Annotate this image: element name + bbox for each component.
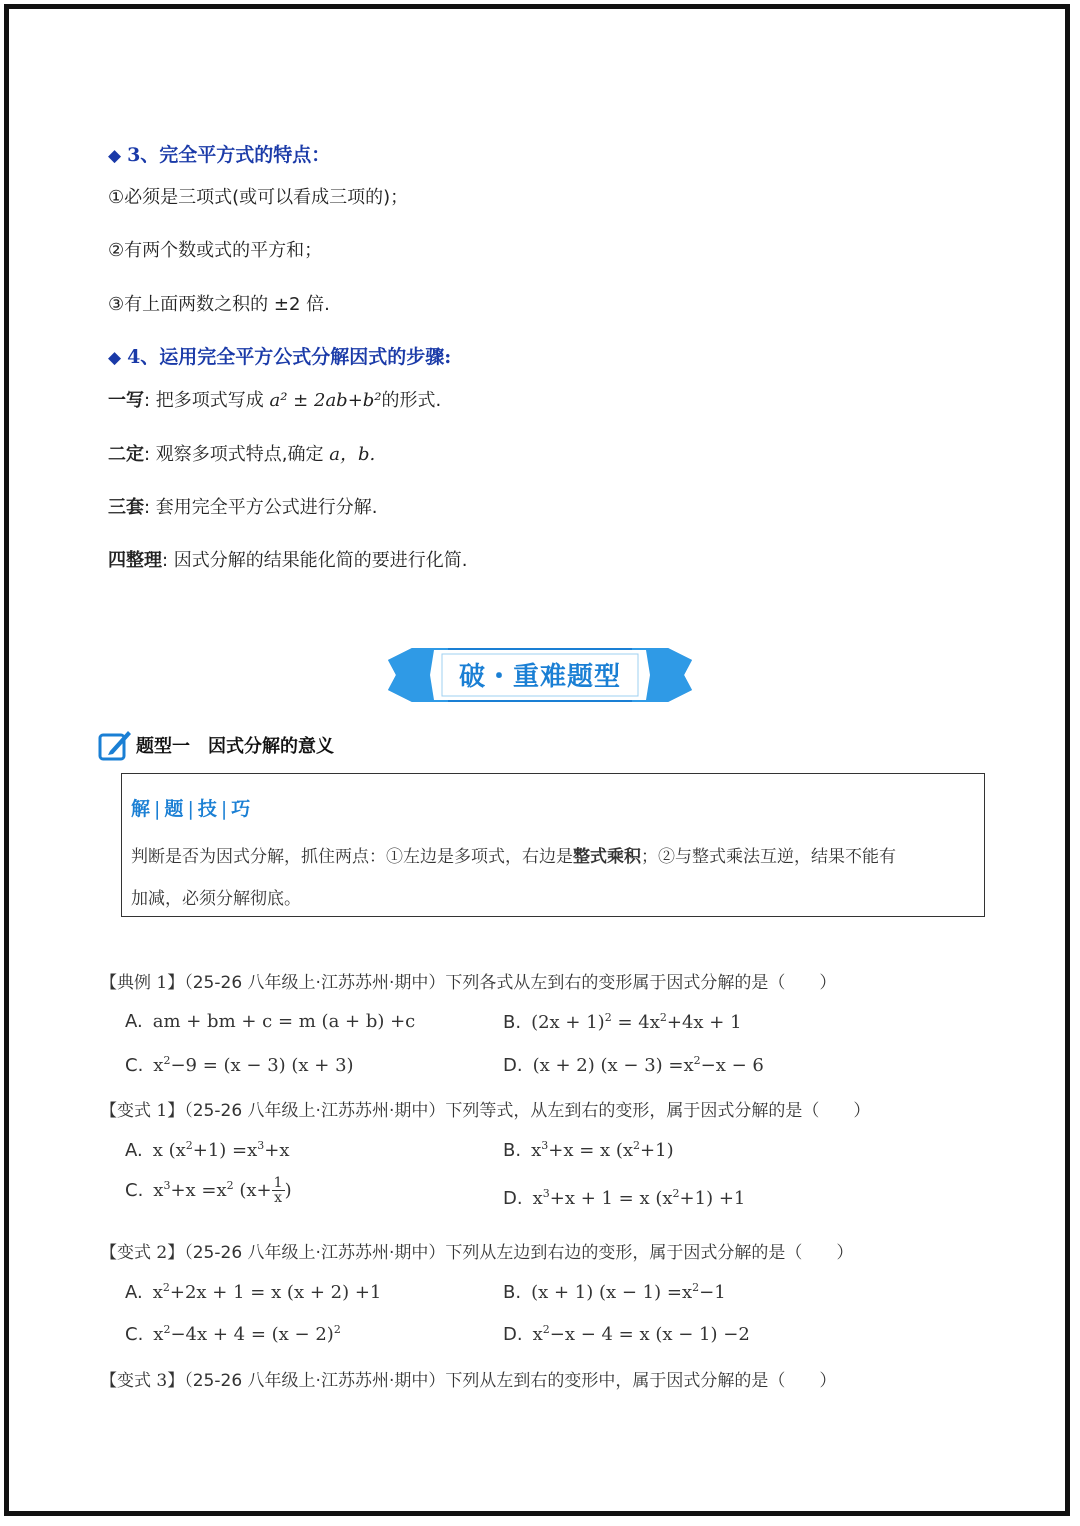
step-3: 三套: 套用完全平方公式进行分解. xyxy=(108,497,378,518)
diamond-bullet-icon: ◆ xyxy=(108,348,122,368)
question-2 xyxy=(100,1096,870,1121)
question-3 xyxy=(100,1238,853,1263)
section4-title-text: 4、运用完全平方公式分解因式的步骤: xyxy=(127,346,452,368)
step-formula: a，b. xyxy=(329,444,376,465)
step-formula: a² ± 2ab+b² xyxy=(269,390,382,411)
option-a[interactable]: A. am + bm + c = m (a + b) +c xyxy=(125,1011,416,1032)
tip-line-2: 加减，必须分解彻底。 xyxy=(131,889,301,909)
question-source: （25-26 八年级上·江苏苏州·期中） xyxy=(184,1371,446,1391)
question-tag: 【变式 2】 xyxy=(100,1243,185,1263)
option-a[interactable]: A. $x^2+2x + 1 = x$ (x + 2) +1 xyxy=(125,1281,382,1303)
option-c[interactable]: C. $x^2-4x + 4 = (x - 2)^2$ xyxy=(125,1323,341,1345)
tip-line-1: 判断是否为因式分解，抓住两点：①左边是多项式，右边是整式乘积；②与整式乘法互逆，结果不能有 xyxy=(131,847,896,867)
section3-item-2: ②有两个数或式的平方和； xyxy=(108,240,323,261)
question-tag: 【变式 1】 xyxy=(100,1101,185,1121)
question-stem: 下列各式从左到右的变形属于因式分解的是（ ） xyxy=(445,973,837,993)
question-4 xyxy=(100,1366,836,1391)
option-d[interactable]: D. (x + 2) $(x - 3) =x^2-x - 6$ xyxy=(503,1054,764,1076)
section3-item-1: ①必须是三项式(或可以看成三项的)； xyxy=(108,187,409,208)
question-source: （25-26 八年级上·江苏苏州·期中） xyxy=(184,1243,446,1263)
type-heading xyxy=(98,728,334,762)
section4-title xyxy=(108,342,451,369)
step-2: 二定: 观察多项式特点,确定 a，b. xyxy=(108,444,376,465)
option-a[interactable]: A. x $(x^2+1) =x^3+x$ xyxy=(125,1139,290,1161)
section-banner xyxy=(388,646,692,704)
option-d[interactable]: D. $x^2-x - 4 = x$ (x − 1) −2 xyxy=(503,1323,750,1345)
fraction: $\frac{1}{x}$ xyxy=(273,1175,283,1206)
question-source: （25-26 八年级上·江苏苏州·期中） xyxy=(184,973,446,993)
step-label: 二定 xyxy=(108,444,144,465)
tip-title: 解 | 题 | 技 | 巧 xyxy=(131,798,251,820)
question-tag: 【典例 1】 xyxy=(100,973,185,993)
section3-title-text: 3、完全平方式的特点： xyxy=(127,144,331,166)
option-c[interactable]: C. $x^2-9 = (x - 3) (x + 3)$ xyxy=(125,1054,354,1076)
pen-note-icon xyxy=(98,729,132,761)
question-1 xyxy=(100,968,836,993)
option-c[interactable]: C. $x^3+x =x^2$ (x+ $\frac{1}{x}$ ) xyxy=(125,1175,292,1206)
step-1: 一写: 把多项式写成 a² ± 2ab+b²的形式. xyxy=(108,390,442,411)
section3-title xyxy=(108,140,330,167)
option-b[interactable]: B. $x^3+x = x$ $(x^2+1)$ xyxy=(503,1139,674,1161)
step-label: 三套 xyxy=(108,497,144,518)
banner-title: 破・重难题型 xyxy=(458,662,621,692)
option-b[interactable]: B. (x + 1) $(x - 1) =x^2-1$ xyxy=(503,1281,726,1303)
type-heading-label: 题型一 因式分解的意义 xyxy=(136,736,334,757)
section3-item-3: ③有上面两数之积的 ±2 倍. xyxy=(108,294,330,315)
step-label: 一写 xyxy=(108,390,144,411)
step-4: 四整理: 因式分解的结果能化简的要进行化简. xyxy=(108,550,468,571)
question-tag: 【变式 3】 xyxy=(100,1371,185,1391)
question-stem: 下列从左到右的变形中，属于因式分解的是（ ） xyxy=(445,1371,837,1391)
option-d[interactable]: D. $x^3+x + 1 = x$ $(x^2+1) +1$ xyxy=(503,1187,746,1209)
option-b[interactable]: B. $(2x + 1)^2 = 4x^2+4x + 1$ xyxy=(503,1011,742,1033)
diamond-bullet-icon: ◆ xyxy=(108,146,122,166)
tip-box xyxy=(121,773,985,917)
question-stem: 下列等式，从左到右的变形，属于因式分解的是（ ） xyxy=(445,1101,871,1121)
question-stem: 下列从左边到右边的变形，属于因式分解的是（ ） xyxy=(445,1243,854,1263)
step-label: 四整理 xyxy=(108,550,162,571)
question-source: （25-26 八年级上·江苏苏州·期中） xyxy=(184,1101,446,1121)
